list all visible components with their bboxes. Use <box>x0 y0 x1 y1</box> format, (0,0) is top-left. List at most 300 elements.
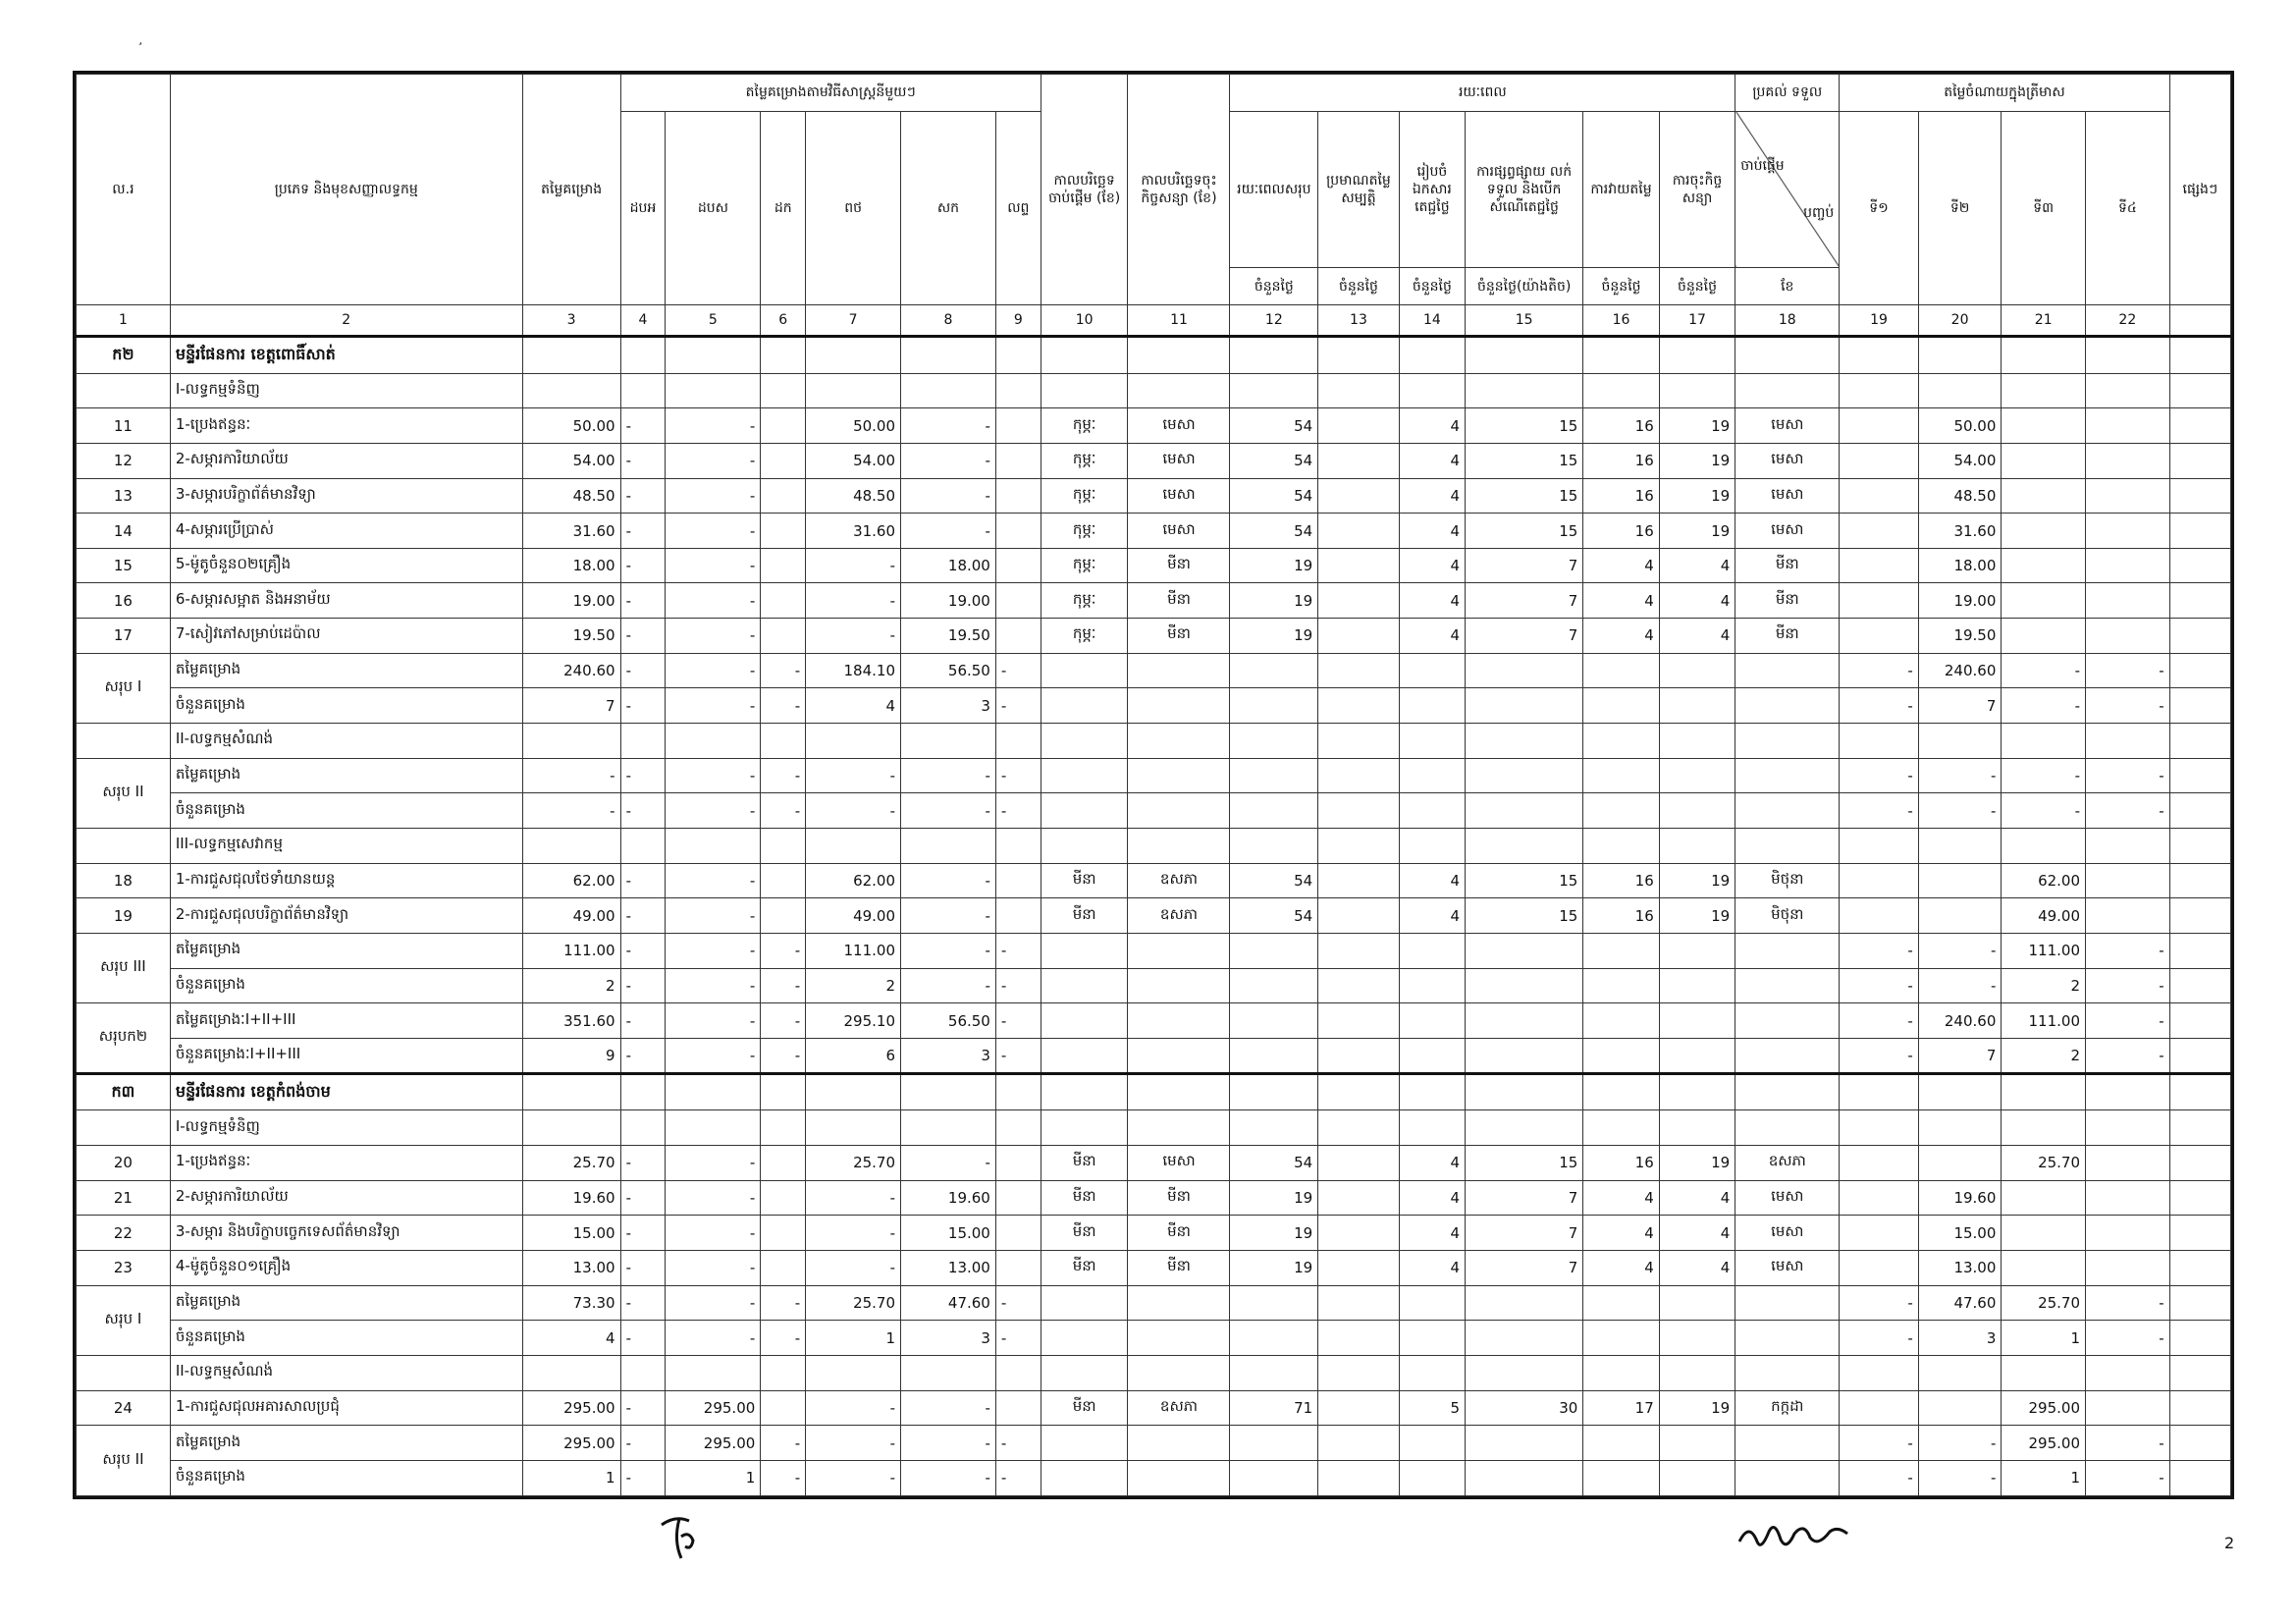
cell-n: 4 <box>1399 619 1465 654</box>
cell-r: មេសា <box>1735 408 1840 444</box>
header-quarter: ទី១ <box>1840 111 1919 304</box>
cell-d <box>620 724 666 759</box>
cell-n: 4 <box>1399 443 1465 478</box>
cell-n: 4 <box>1399 1216 1465 1251</box>
cell-c: 19.50 <box>522 619 620 654</box>
cell-e: - <box>666 1216 761 1251</box>
cell-p: 16 <box>1583 863 1659 898</box>
cell-l <box>1230 793 1318 829</box>
cell-o <box>1466 1355 1583 1390</box>
cell-q <box>1659 1003 1735 1039</box>
cell-l <box>1230 373 1318 408</box>
cell-m <box>1318 724 1400 759</box>
cell-m <box>1318 653 1400 688</box>
cell-f <box>761 478 806 514</box>
cell-e <box>666 373 761 408</box>
cell-l <box>1230 829 1318 864</box>
cell-c: 62.00 <box>522 863 620 898</box>
cell-i: - <box>995 934 1041 969</box>
cell-q <box>1659 1039 1735 1074</box>
category-row <box>77 829 2231 864</box>
cell-f <box>761 829 806 864</box>
cell-n <box>1399 793 1465 829</box>
header-unit: ចំនួនថ្ងៃ <box>1399 268 1465 305</box>
cell-a: 21 <box>77 1180 171 1216</box>
cell-f <box>761 898 806 934</box>
cell-k: មីនា <box>1128 583 1230 619</box>
cell-i <box>995 1180 1041 1216</box>
column-number: 17 <box>1659 304 1735 336</box>
cell-t: 13.00 <box>1918 1251 2002 1286</box>
cell-l <box>1230 1110 1318 1146</box>
cell-b: 1-ប្រេងឥន្ធនៈ <box>170 408 522 444</box>
cell-u <box>2002 1073 2086 1110</box>
cell-d: - <box>620 583 666 619</box>
header-quarter-group: តម្លៃចំណាយក្នុងត្រីមាស <box>1840 75 2169 112</box>
cell-j: កុម្ភៈ <box>1041 408 1128 444</box>
cell-g: - <box>806 1390 901 1426</box>
cell-remark <box>2169 1216 2230 1251</box>
cell-e: - <box>666 898 761 934</box>
cell-h: 47.60 <box>901 1285 996 1321</box>
cell-u <box>2002 619 2086 654</box>
cell-remark <box>2169 653 2230 688</box>
cell-t: 48.50 <box>1918 478 2002 514</box>
cell-o: 7 <box>1466 1216 1583 1251</box>
header-unit: ចំនួនថ្ងៃ <box>1583 268 1659 305</box>
cell-p <box>1583 1285 1659 1321</box>
cell-r <box>1735 724 1840 759</box>
cell-remark <box>2169 1426 2230 1461</box>
cell-p: 16 <box>1583 898 1659 934</box>
cell-r: មេសា <box>1735 514 1840 549</box>
cell-m <box>1318 1390 1400 1426</box>
cell-t <box>1918 1355 2002 1390</box>
table-row <box>77 548 2231 583</box>
cell-v: - <box>2086 793 2170 829</box>
cell-t: 7 <box>1918 1039 2002 1074</box>
cell-e: - <box>666 863 761 898</box>
cell-q: 19 <box>1659 898 1735 934</box>
cell-f <box>761 336 806 373</box>
cell-c <box>522 829 620 864</box>
cell-remark <box>2169 934 2230 969</box>
cell-e: - <box>666 619 761 654</box>
cell-d: - <box>620 1039 666 1074</box>
cell-u: 111.00 <box>2002 1003 2086 1039</box>
cell-m <box>1318 968 1400 1003</box>
cell-p <box>1583 934 1659 969</box>
cell-v: - <box>2086 1426 2170 1461</box>
cell-k <box>1128 1460 1230 1495</box>
cell-b: 5-ម៉ូតូចំនួន០២គ្រឿង <box>170 548 522 583</box>
cell-h <box>901 1110 996 1146</box>
summary-row <box>77 793 2231 829</box>
cell-m <box>1318 934 1400 969</box>
cell-e: 295.00 <box>666 1426 761 1461</box>
column-number: 12 <box>1230 304 1318 336</box>
cell-b: 4-សម្ភារប្រើប្រាស់ <box>170 514 522 549</box>
header-quarter: ទី៣ <box>2002 111 2086 304</box>
cell-n <box>1399 1039 1465 1074</box>
cell-c <box>522 373 620 408</box>
cell-e: 1 <box>666 1460 761 1495</box>
cell-b: 3-សម្ភារ និងបរិក្ខាបច្ចេកទេសព័ត៌មានវិទ្យា <box>170 1216 522 1251</box>
column-number: 9 <box>995 304 1041 336</box>
cell-j: មីនា <box>1041 1180 1128 1216</box>
cell-e: - <box>666 548 761 583</box>
cell-r <box>1735 1039 1840 1074</box>
cell-n <box>1399 1355 1465 1390</box>
cell-p <box>1583 968 1659 1003</box>
cell-remark <box>2169 1321 2230 1356</box>
category-row <box>77 724 2231 759</box>
cell-remark <box>2169 1146 2230 1181</box>
summary-row <box>77 688 2231 724</box>
cell-l: 54 <box>1230 1146 1318 1181</box>
cell-t: 50.00 <box>1918 408 2002 444</box>
cell-s <box>1840 514 1919 549</box>
cell-v <box>2086 863 2170 898</box>
cell-l: 19 <box>1230 1216 1318 1251</box>
cell-b: តម្លៃគម្រោង <box>170 934 522 969</box>
cell-l: 19 <box>1230 1251 1318 1286</box>
cell-n <box>1399 653 1465 688</box>
cell-a: 24 <box>77 1390 171 1426</box>
page-number: 2 <box>2224 1534 2235 1552</box>
cell-g: 295.10 <box>806 1003 901 1039</box>
cell-c: 50.00 <box>522 408 620 444</box>
cell-f <box>761 373 806 408</box>
corner-mark: ¸ <box>137 31 143 45</box>
cell-n <box>1399 1073 1465 1110</box>
cell-h <box>901 336 996 373</box>
cell-n: 4 <box>1399 514 1465 549</box>
cell-f <box>761 1073 806 1110</box>
cell-e <box>666 1110 761 1146</box>
cell-j <box>1041 968 1128 1003</box>
cell-v <box>2086 443 2170 478</box>
cell-c: - <box>522 758 620 793</box>
cell-n: 4 <box>1399 583 1465 619</box>
cell-b: 1-ប្រេងឥន្ធនៈ <box>170 1146 522 1181</box>
cell-k <box>1128 1321 1230 1356</box>
cell-b: តម្លៃគម្រោងៈI+II+III <box>170 1003 522 1039</box>
cell-q <box>1659 1426 1735 1461</box>
header-duration: ការចុះកិច្ចសន្យា <box>1659 111 1735 268</box>
cell-b: 7-សៀវភៅសម្រាប់ដេប៉ាល <box>170 619 522 654</box>
cell-l: 54 <box>1230 443 1318 478</box>
cell-o <box>1466 829 1583 864</box>
cell-k <box>1128 1355 1230 1390</box>
cell-s <box>1840 1216 1919 1251</box>
table-row <box>77 583 2231 619</box>
cell-b: តម្លៃគម្រោង <box>170 758 522 793</box>
cell-c: 111.00 <box>522 934 620 969</box>
cell-s <box>1840 583 1919 619</box>
cell-q: 19 <box>1659 1146 1735 1181</box>
cell-b: II-លទ្ធកម្មសំណង់ <box>170 1355 522 1390</box>
cell-h: 56.50 <box>901 1003 996 1039</box>
cell-b: ចំនួនគម្រោង <box>170 968 522 1003</box>
cell-p: 16 <box>1583 514 1659 549</box>
table-row <box>77 408 2231 444</box>
summary-row <box>77 653 2231 688</box>
cell-n: 4 <box>1399 1180 1465 1216</box>
cell-k: មីនា <box>1128 548 1230 583</box>
cell-m <box>1318 1110 1400 1146</box>
cell-s <box>1840 548 1919 583</box>
cell-u: - <box>2002 758 2086 793</box>
cell-c <box>522 1110 620 1146</box>
cell-h: - <box>901 1460 996 1495</box>
cell-f: - <box>761 1460 806 1495</box>
header-remark: ផ្សេងៗ <box>2169 75 2230 305</box>
cell-t <box>1918 1073 2002 1110</box>
summary-row <box>77 758 2231 793</box>
table-row <box>77 1251 2231 1286</box>
cell-k <box>1128 758 1230 793</box>
cell-l <box>1230 1285 1318 1321</box>
cell-i: - <box>995 653 1041 688</box>
cell-j <box>1041 1003 1128 1039</box>
cell-l: 54 <box>1230 898 1318 934</box>
cell-e: 295.00 <box>666 1390 761 1426</box>
cell-remark <box>2169 898 2230 934</box>
cell-p <box>1583 1460 1659 1495</box>
cell-g: 2 <box>806 968 901 1003</box>
cell-i: - <box>995 1003 1041 1039</box>
cell-c: 48.50 <box>522 478 620 514</box>
cell-t: 31.60 <box>1918 514 2002 549</box>
cell-e: - <box>666 934 761 969</box>
cell-a: សរុប II <box>77 1426 171 1496</box>
cell-g: 62.00 <box>806 863 901 898</box>
cell-g: 111.00 <box>806 934 901 969</box>
cell-remark <box>2169 619 2230 654</box>
cell-h: 13.00 <box>901 1251 996 1286</box>
header-method: សក <box>901 111 996 304</box>
cell-f <box>761 1146 806 1181</box>
column-number: 4 <box>620 304 666 336</box>
cell-o: 15 <box>1466 514 1583 549</box>
cell-r <box>1735 1285 1840 1321</box>
cell-j <box>1041 1460 1128 1495</box>
cell-l <box>1230 1460 1318 1495</box>
header-receive-diag <box>1735 111 1840 268</box>
cell-o <box>1466 1285 1583 1321</box>
column-number: 22 <box>2086 304 2170 336</box>
cell-c: 351.60 <box>522 1003 620 1039</box>
cell-m <box>1318 1180 1400 1216</box>
summary-row <box>77 1039 2231 1074</box>
header-duration: ការវាយតម្លៃ <box>1583 111 1659 268</box>
cell-q <box>1659 724 1735 759</box>
cell-m <box>1318 863 1400 898</box>
cell-v: - <box>2086 1285 2170 1321</box>
cell-o: 15 <box>1466 408 1583 444</box>
cell-e: - <box>666 793 761 829</box>
cell-remark <box>2169 1180 2230 1216</box>
cell-a: សរុប I <box>77 653 171 723</box>
cell-t <box>1918 1146 2002 1181</box>
column-number: 2 <box>170 304 522 336</box>
cell-b: 2-ការជួសជុលបរិក្ខាព័ត៌មានវិទ្យា <box>170 898 522 934</box>
cell-c: 49.00 <box>522 898 620 934</box>
cell-o: 30 <box>1466 1390 1583 1426</box>
cell-s <box>1840 1180 1919 1216</box>
cell-j <box>1041 1355 1128 1390</box>
cell-j: កុម្ភៈ <box>1041 548 1128 583</box>
cell-remark <box>2169 514 2230 549</box>
cell-c: 13.00 <box>522 1251 620 1286</box>
cell-c <box>522 336 620 373</box>
cell-i <box>995 863 1041 898</box>
cell-u: 295.00 <box>2002 1426 2086 1461</box>
header-method: ដបអ <box>620 111 666 304</box>
cell-f: - <box>761 1285 806 1321</box>
header-method: ដក <box>761 111 806 304</box>
cell-f <box>761 443 806 478</box>
cell-b: ចំនួនគម្រោង <box>170 1460 522 1495</box>
cell-l <box>1230 1321 1318 1356</box>
cell-e: - <box>666 1003 761 1039</box>
header-unit: ចំនួនថ្ងៃ <box>1318 268 1400 305</box>
cell-r: មេសា <box>1735 1251 1840 1286</box>
cell-b: 2-សម្ភារការិយាល័យ <box>170 443 522 478</box>
header-quarter: ទី៤ <box>2086 111 2170 304</box>
cell-remark <box>2169 583 2230 619</box>
cell-h: 15.00 <box>901 1216 996 1251</box>
cell-k <box>1128 1003 1230 1039</box>
cell-o: 15 <box>1466 898 1583 934</box>
cell-k <box>1128 934 1230 969</box>
cell-t: 19.50 <box>1918 619 2002 654</box>
cell-p: 4 <box>1583 583 1659 619</box>
cell-k: ឧសភា <box>1128 1390 1230 1426</box>
cell-c <box>522 724 620 759</box>
cell-o <box>1466 1073 1583 1110</box>
cell-t <box>1918 863 2002 898</box>
cell-u <box>2002 583 2086 619</box>
cell-u <box>2002 1251 2086 1286</box>
cell-i <box>995 898 1041 934</box>
cell-e <box>666 724 761 759</box>
cell-i <box>995 336 1041 373</box>
cell-o: 7 <box>1466 1180 1583 1216</box>
cell-o: 7 <box>1466 1251 1583 1286</box>
cell-g: - <box>806 1180 901 1216</box>
header-no: ល.រ <box>77 75 171 305</box>
cell-r: មេសា <box>1735 443 1840 478</box>
cell-p: 4 <box>1583 619 1659 654</box>
cell-s <box>1840 829 1919 864</box>
cell-m <box>1318 1321 1400 1356</box>
cell-d: - <box>620 1390 666 1426</box>
cell-u <box>2002 724 2086 759</box>
cell-e: - <box>666 583 761 619</box>
cell-h: - <box>901 408 996 444</box>
cell-k <box>1128 1110 1230 1146</box>
header-unit: ចំនួនថ្ងៃ(យ៉ាងតិច) <box>1466 268 1583 305</box>
cell-k <box>1128 336 1230 373</box>
header-duration: រៀបចំឯកសារ តេជ្ជ​ថ្លៃ <box>1399 111 1465 268</box>
cell-d: - <box>620 408 666 444</box>
signature-left <box>656 1507 715 1566</box>
cell-g <box>806 1073 901 1110</box>
header-quarter: ទី២ <box>1918 111 2002 304</box>
cell-u <box>2002 373 2086 408</box>
cell-t: - <box>1918 758 2002 793</box>
cell-f <box>761 619 806 654</box>
cell-n <box>1399 934 1465 969</box>
cell-e: - <box>666 443 761 478</box>
cell-r <box>1735 688 1840 724</box>
cell-q <box>1659 688 1735 724</box>
cell-q <box>1659 653 1735 688</box>
cell-q <box>1659 793 1735 829</box>
cell-i <box>995 1355 1041 1390</box>
cell-o <box>1466 793 1583 829</box>
cell-t <box>1918 724 2002 759</box>
cell-o: 15 <box>1466 443 1583 478</box>
cell-b: តម្លៃគម្រោង <box>170 653 522 688</box>
cell-r: មិថុនា <box>1735 898 1840 934</box>
cell-a <box>77 724 171 759</box>
section-row <box>77 336 2231 373</box>
cell-k: មេសា <box>1128 443 1230 478</box>
table-row <box>77 898 2231 934</box>
cell-j <box>1041 1285 1128 1321</box>
cell-g: - <box>806 1251 901 1286</box>
cell-h: - <box>901 1426 996 1461</box>
cell-i <box>995 829 1041 864</box>
cell-m <box>1318 1216 1400 1251</box>
cell-j <box>1041 1426 1128 1461</box>
cell-j: មីនា <box>1041 1216 1128 1251</box>
cell-d: - <box>620 863 666 898</box>
cell-k <box>1128 1426 1230 1461</box>
table-row <box>77 478 2231 514</box>
cell-j <box>1041 1073 1128 1110</box>
column-number: 6 <box>761 304 806 336</box>
cell-e: - <box>666 968 761 1003</box>
cell-r <box>1735 1426 1840 1461</box>
cell-f <box>761 1355 806 1390</box>
cell-n: 5 <box>1399 1390 1465 1426</box>
cell-i: - <box>995 758 1041 793</box>
cell-f: - <box>761 1039 806 1074</box>
cell-f <box>761 408 806 444</box>
cell-k <box>1128 653 1230 688</box>
cell-o <box>1466 336 1583 373</box>
cell-q: 19 <box>1659 478 1735 514</box>
cell-l <box>1230 1003 1318 1039</box>
cell-t: - <box>1918 1460 2002 1495</box>
cell-u <box>2002 829 2086 864</box>
cell-i: - <box>995 968 1041 1003</box>
cell-j: កុម្ភៈ <box>1041 619 1128 654</box>
cell-m <box>1318 336 1400 373</box>
cell-k: មីនា <box>1128 1216 1230 1251</box>
cell-l <box>1230 1039 1318 1074</box>
cell-l: 71 <box>1230 1390 1318 1426</box>
column-number: 13 <box>1318 304 1400 336</box>
cell-h: 3 <box>901 688 996 724</box>
cell-b: 3-សម្ភារបរិក្ខាព័ត៌មានវិទ្យា <box>170 478 522 514</box>
cell-e: - <box>666 514 761 549</box>
cell-s: - <box>1840 653 1919 688</box>
